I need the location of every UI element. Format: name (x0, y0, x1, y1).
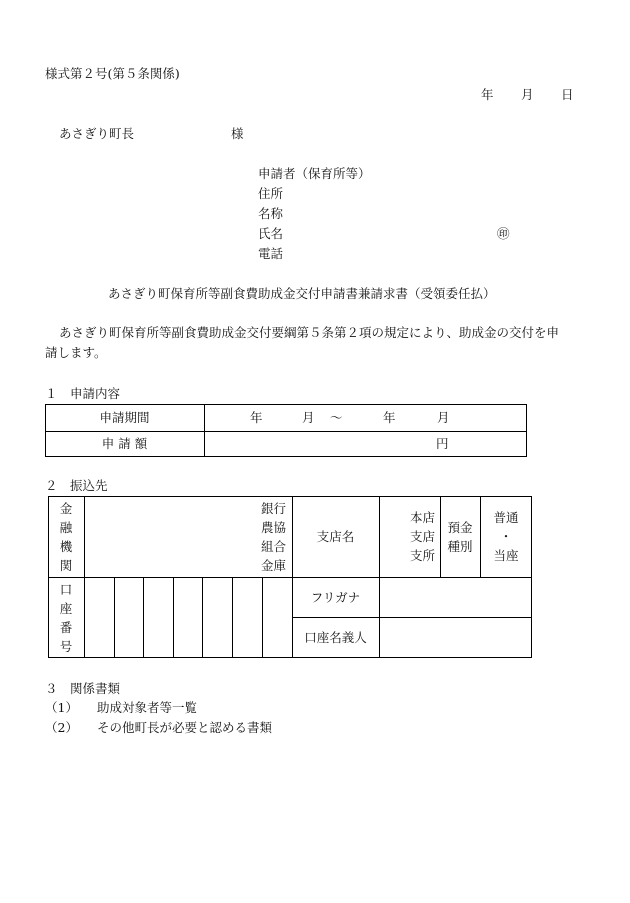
related-doc-number: （1） (45, 700, 78, 715)
addressee-honorific: 様 (231, 126, 244, 141)
account-type-option: 当座 (493, 548, 519, 563)
period-label: 申請期間 (99, 410, 150, 425)
applicant-heading: 申請者（保育所等） (258, 166, 371, 181)
date-year-label: 年 (481, 87, 494, 102)
bank-type-option: 金庫 (260, 558, 286, 573)
document-title: あさぎり町保育所等副食費助成金交付申請書兼請求書（受領委任払） (108, 286, 496, 301)
related-doc-number: （2） (45, 720, 78, 735)
section1-heading: １ 申請内容 (45, 386, 121, 401)
fin-inst-char: 機 (59, 539, 73, 554)
period-year-1: 年 (250, 410, 263, 425)
account-number-char: 口 (59, 582, 73, 597)
deposit-type-label: 種別 (447, 539, 473, 554)
applicant-org-name-label: 名称 (258, 206, 284, 221)
applicant-address-label: 住所 (258, 186, 284, 201)
date-month-label: 月 (521, 87, 534, 102)
account-type-separator: ・ (499, 529, 513, 544)
furigana-label: フリガナ (310, 590, 361, 605)
body-line-1: あさぎり町保育所等副食費助成金交付要綱第５条第２項の規定により、助成金の交付を申 (59, 325, 560, 340)
seal-mark: ㊞ (497, 226, 510, 241)
branch-type-option: 支店 (409, 529, 435, 544)
addressee-name: あさぎり町長 (59, 126, 135, 141)
section3-heading: ３ 関係書類 (45, 681, 121, 696)
applicant-phone-label: 電話 (258, 246, 284, 261)
fin-inst-char: 関 (59, 558, 73, 573)
period-month-2: 月 (437, 410, 450, 425)
account-number-char: 座 (59, 601, 73, 616)
branch-label: 支店名 (316, 529, 355, 544)
bank-type-option: 農協 (260, 520, 286, 535)
account-number-char: 番 (59, 620, 73, 635)
period-year-2: 年 (383, 410, 396, 425)
deposit-type-label: 預金 (447, 520, 473, 535)
period-month-1: 月 (302, 410, 315, 425)
branch-type-option: 支所 (409, 548, 435, 563)
amount-unit: 円 (436, 436, 449, 451)
related-doc-item: 助成対象者等一覧 (97, 700, 198, 715)
branch-type-option: 本店 (409, 510, 435, 525)
bank-type-option: 組合 (260, 539, 286, 554)
account-number-char: 号 (59, 639, 73, 654)
form-number: 様式第２号(第５条関係) (45, 66, 180, 81)
bank-type-option: 銀行 (260, 501, 286, 516)
account-type-option: 普通 (493, 510, 519, 525)
body-line-2: 請します。 (45, 345, 107, 360)
related-doc-item: その他町長が必要と認める書類 (97, 720, 273, 735)
fin-inst-char: 金 (59, 501, 73, 516)
applicant-person-name-label: 氏名 (258, 226, 284, 241)
fin-inst-char: 融 (59, 520, 73, 535)
section2-heading: ２ 振込先 (45, 478, 108, 493)
account-holder-label: 口座名義人 (304, 630, 367, 645)
amount-label: 申 請 額 (101, 436, 148, 451)
date-day-label: 日 (561, 87, 574, 102)
period-tilde: ～ (330, 410, 343, 425)
